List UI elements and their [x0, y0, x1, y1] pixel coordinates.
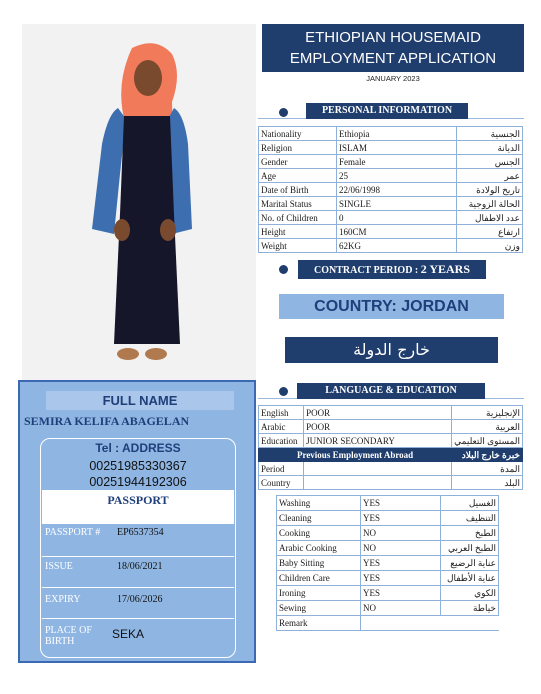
header-title-line2: EMPLOYMENT APPLICATION [289, 50, 497, 67]
skill-row-value: YES [361, 556, 441, 571]
skill-row [277, 511, 499, 526]
country-bar: COUNTRY: JORDAN [279, 294, 504, 319]
previous-row-ar: البلد [452, 476, 523, 490]
remark-value [361, 616, 499, 631]
country-arabic-bar: خارج الدولة [285, 337, 498, 363]
passport-expiry-value: 17/06/2026 [117, 594, 163, 605]
personal-row-value: 160CM [337, 225, 457, 239]
place-of-birth-value: SEKA [112, 627, 145, 641]
personal-row-value: Ethiopia [337, 127, 457, 141]
bullet-icon [279, 387, 288, 396]
skill-row [277, 496, 499, 511]
language-row [259, 406, 523, 420]
language-row [259, 434, 523, 448]
personal-row-value: ISLAM [337, 141, 457, 155]
passport-issue-value: 18/06/2021 [117, 561, 163, 572]
personal-row [259, 169, 523, 183]
personal-row [259, 183, 523, 197]
skill-row-ar: عناية الأطفال [441, 571, 499, 586]
skill-row-ar: الكوي [441, 586, 499, 601]
tel-number-1: 00251985330367 [89, 459, 187, 473]
skill-row-ar: عناية الرضيع [441, 556, 499, 571]
previous-row [259, 462, 523, 476]
skill-row-label: Ironing [277, 586, 361, 601]
personal-row-label: Marital Status [259, 197, 337, 211]
skill-row-label: Cooking [277, 526, 361, 541]
language-row-ar: الإنجليزية [452, 406, 523, 420]
personal-row-ar: تاريخ الولادة [457, 183, 523, 197]
full-name-label: FULL NAME [46, 391, 234, 410]
personal-row [259, 225, 523, 239]
personal-row [259, 127, 523, 141]
skill-row-label: Sewing [277, 601, 361, 616]
contract-period-bar [298, 260, 486, 279]
skill-row-value: NO [361, 601, 441, 616]
personal-row [259, 155, 523, 169]
language-row-label: Arabic [259, 420, 304, 434]
personal-row-label: Religion [259, 141, 337, 155]
skill-row [277, 586, 499, 601]
skill-row-label: Baby Sitting [277, 556, 361, 571]
remark-row [277, 616, 499, 631]
previous-row [259, 476, 523, 490]
personal-row-label: Height [259, 225, 337, 239]
personal-row-value: SINGLE [337, 197, 457, 211]
personal-row-ar: عمر [457, 169, 523, 183]
skill-row-value: YES [361, 571, 441, 586]
personal-row-ar: الجنس [457, 155, 523, 169]
header-date: JANUARY 2023 [366, 74, 420, 83]
passport-divider [42, 556, 234, 557]
skill-row-label: Cleaning [277, 511, 361, 526]
language-table [258, 405, 523, 490]
skill-row-value: YES [361, 586, 441, 601]
personal-info-table [258, 126, 523, 253]
passport-expiry-label: EXPIRY [45, 594, 81, 605]
document-header [262, 24, 524, 72]
personal-row-label: Gender [259, 155, 337, 169]
passport-divider [42, 587, 234, 588]
personal-row-ar: الجنسية [457, 127, 523, 141]
contract-period-label: CONTRACT PERIOD : [313, 265, 419, 276]
passport-number-label: PASSPORT # [45, 527, 101, 538]
personal-row-label: Age [259, 169, 337, 183]
language-row-value: JUNIOR SECONDARY [304, 434, 452, 448]
personal-row-ar: عدد الاطفال [457, 211, 523, 225]
previous-row-value [304, 476, 452, 490]
skill-row-ar: الطبخ العربي [441, 541, 499, 556]
language-row-value: POOR [304, 420, 452, 434]
bullet-icon [279, 265, 288, 274]
skill-row [277, 556, 499, 571]
skill-row-ar: الطبخ [441, 526, 499, 541]
language-row-ar: العربية [452, 420, 523, 434]
skill-row-value: YES [361, 496, 441, 511]
previous-row-ar: المدة [452, 462, 523, 476]
previous-row-label: Period [259, 462, 304, 476]
passport-issue-label: ISSUE [45, 561, 73, 572]
personal-row-value: 25 [337, 169, 457, 183]
previous-row-label: Country [259, 476, 304, 490]
personal-row [259, 239, 523, 253]
personal-row-ar: وزن [457, 239, 523, 253]
language-row [259, 420, 523, 434]
full-name-value: SEMIRA KELIFA ABAGELAN [24, 414, 190, 428]
skills-table [276, 495, 499, 631]
skill-row [277, 526, 499, 541]
skill-row-ar: خياطة [441, 601, 499, 616]
personal-row [259, 141, 523, 155]
personal-row [259, 211, 523, 225]
skill-row-label: Washing [277, 496, 361, 511]
skill-row-label: Arabic Cooking [277, 541, 361, 556]
skill-row [277, 571, 499, 586]
skill-row-ar: الغسيل [441, 496, 499, 511]
previous-row-value [304, 462, 452, 476]
language-row-value: POOR [304, 406, 452, 420]
language-row-label: Education [259, 434, 304, 448]
personal-row-value: 0 [337, 211, 457, 225]
previous-employment-header [259, 448, 523, 462]
applicant-photo [22, 24, 256, 380]
skill-row-label: Children Care [277, 571, 361, 586]
personal-row-value: Female [337, 155, 457, 169]
personal-info-title: PERSONAL INFORMATION [306, 103, 468, 119]
bullet-icon [279, 108, 288, 117]
previous-employment-title: Previous Employment Abroad [259, 448, 452, 462]
language-row-ar: المستوى التعليمي [452, 434, 523, 448]
personal-row-label: Weight [259, 239, 337, 253]
language-education-title: LANGUAGE & EDUCATION [297, 383, 485, 399]
contract-period-value: 2 YEARS [420, 262, 470, 276]
person-figure-icon [22, 24, 256, 380]
personal-row-label: Date of Birth [259, 183, 337, 197]
remark-label: Remark [277, 616, 361, 631]
personal-row-ar: الحالة الزوجية [457, 197, 523, 211]
passport-divider [42, 618, 234, 619]
skill-row-value: NO [361, 526, 441, 541]
skill-row [277, 541, 499, 556]
tel-number-2: 00251944192306 [89, 475, 187, 489]
place-of-birth-label: PLACE OF BIRTH [45, 625, 92, 647]
personal-row-label: Nationality [259, 127, 337, 141]
language-row-label: English [259, 406, 304, 420]
skill-row-ar: التنظيف [441, 511, 499, 526]
personal-row-value: 62KG [337, 239, 457, 253]
skill-row [277, 601, 499, 616]
personal-row-label: No. of Children [259, 211, 337, 225]
personal-row-ar: الديانة [457, 141, 523, 155]
skill-row-value: NO [361, 541, 441, 556]
passport-title: PASSPORT [107, 493, 169, 507]
previous-employment-title-ar: خبرة خارج البلاد [452, 448, 523, 462]
skill-row-value: YES [361, 511, 441, 526]
tel-address-label: Tel : ADDRESS [95, 441, 181, 455]
passport-number-value: EP6537354 [117, 527, 164, 538]
personal-row [259, 197, 523, 211]
header-title-line1: ETHIOPIAN HOUSEMAID [305, 29, 481, 46]
personal-row-value: 22/06/1998 [337, 183, 457, 197]
personal-row-ar: ارتفاع [457, 225, 523, 239]
